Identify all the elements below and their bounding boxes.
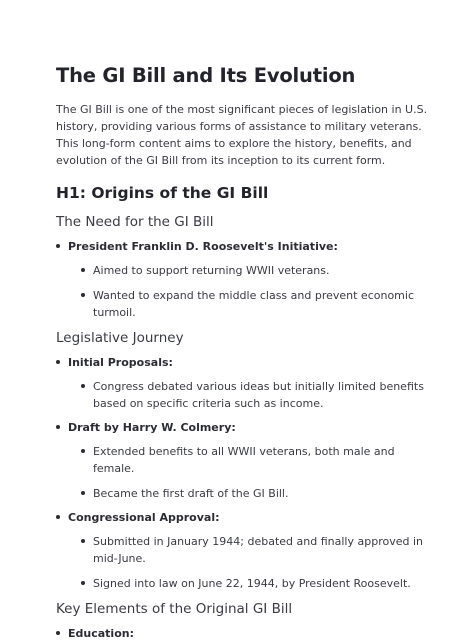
sub-item-text: Submitted in January 1944; debated and finally approved in mid-June. <box>93 535 423 565</box>
subheading-journey: Legislative Journey <box>56 330 184 346</box>
bullet-icon <box>81 491 85 495</box>
item-label: Initial Proposals: <box>68 356 173 369</box>
sub-item-text: Became the first draft of the GI Bill. <box>93 487 289 500</box>
bullet-icon <box>56 631 60 635</box>
journey-list <box>56 355 430 592</box>
bullet-icon <box>81 384 85 388</box>
subheading-key-elements: Key Elements of the Original GI Bill <box>56 601 293 617</box>
bullet-icon <box>81 293 85 297</box>
sub-list <box>68 443 430 502</box>
section-heading-origins: H1: Origins of the GI Bill <box>56 184 269 202</box>
need-list <box>56 239 430 321</box>
subheading-need: The Need for the GI Bill <box>56 214 214 230</box>
bullet-icon <box>81 581 85 585</box>
elements-list <box>56 626 430 641</box>
bullet-icon <box>56 360 60 364</box>
sub-list-item <box>68 533 430 567</box>
list-item <box>56 420 430 502</box>
item-label: President Franklin D. Roosevelt's Initiative: <box>68 240 338 253</box>
sub-list <box>68 533 430 592</box>
sub-list-item <box>68 575 430 592</box>
sub-list <box>68 262 430 321</box>
list-item <box>56 239 430 321</box>
bullet-icon <box>56 515 60 519</box>
document-title: The GI Bill and Its Evolution <box>56 64 356 87</box>
sub-list-item <box>68 443 430 477</box>
sub-list-item <box>68 262 430 279</box>
bullet-icon <box>56 425 60 429</box>
sub-item-text: Extended benefits to all WWII veterans, both male and female. <box>93 445 395 475</box>
bullet-icon <box>81 449 85 453</box>
sub-list-item <box>68 287 430 321</box>
bullet-icon <box>81 539 85 543</box>
list-item <box>56 355 430 412</box>
item-label: Education: <box>68 627 134 640</box>
sub-list <box>68 378 430 412</box>
list-item <box>56 510 430 592</box>
sub-list-item <box>68 485 430 502</box>
list-item <box>56 626 430 641</box>
item-label: Congressional Approval: <box>68 511 220 524</box>
sub-item-text: Signed into law on June 22, 1944, by President Roosevelt. <box>93 577 411 590</box>
sub-item-text: Aimed to support returning WWII veterans. <box>93 264 330 277</box>
bullet-icon <box>81 268 85 272</box>
bullet-icon <box>56 244 60 248</box>
intro-paragraph: The GI Bill is one of the most significant pieces of legislation in U.S. history, providing various forms of assistance to military veterans. This long-form content aims to explore the history, benefits, and evolution of the GI Bill from its inception to its current form. <box>56 103 428 167</box>
sub-list-item <box>68 378 430 412</box>
sub-item-text: Wanted to expand the middle class and prevent economic turmoil. <box>93 289 414 319</box>
sub-item-text: Congress debated various ideas but initially limited benefits based on specific criteria such as income. <box>93 380 424 410</box>
item-label: Draft by Harry W. Colmery: <box>68 421 236 434</box>
